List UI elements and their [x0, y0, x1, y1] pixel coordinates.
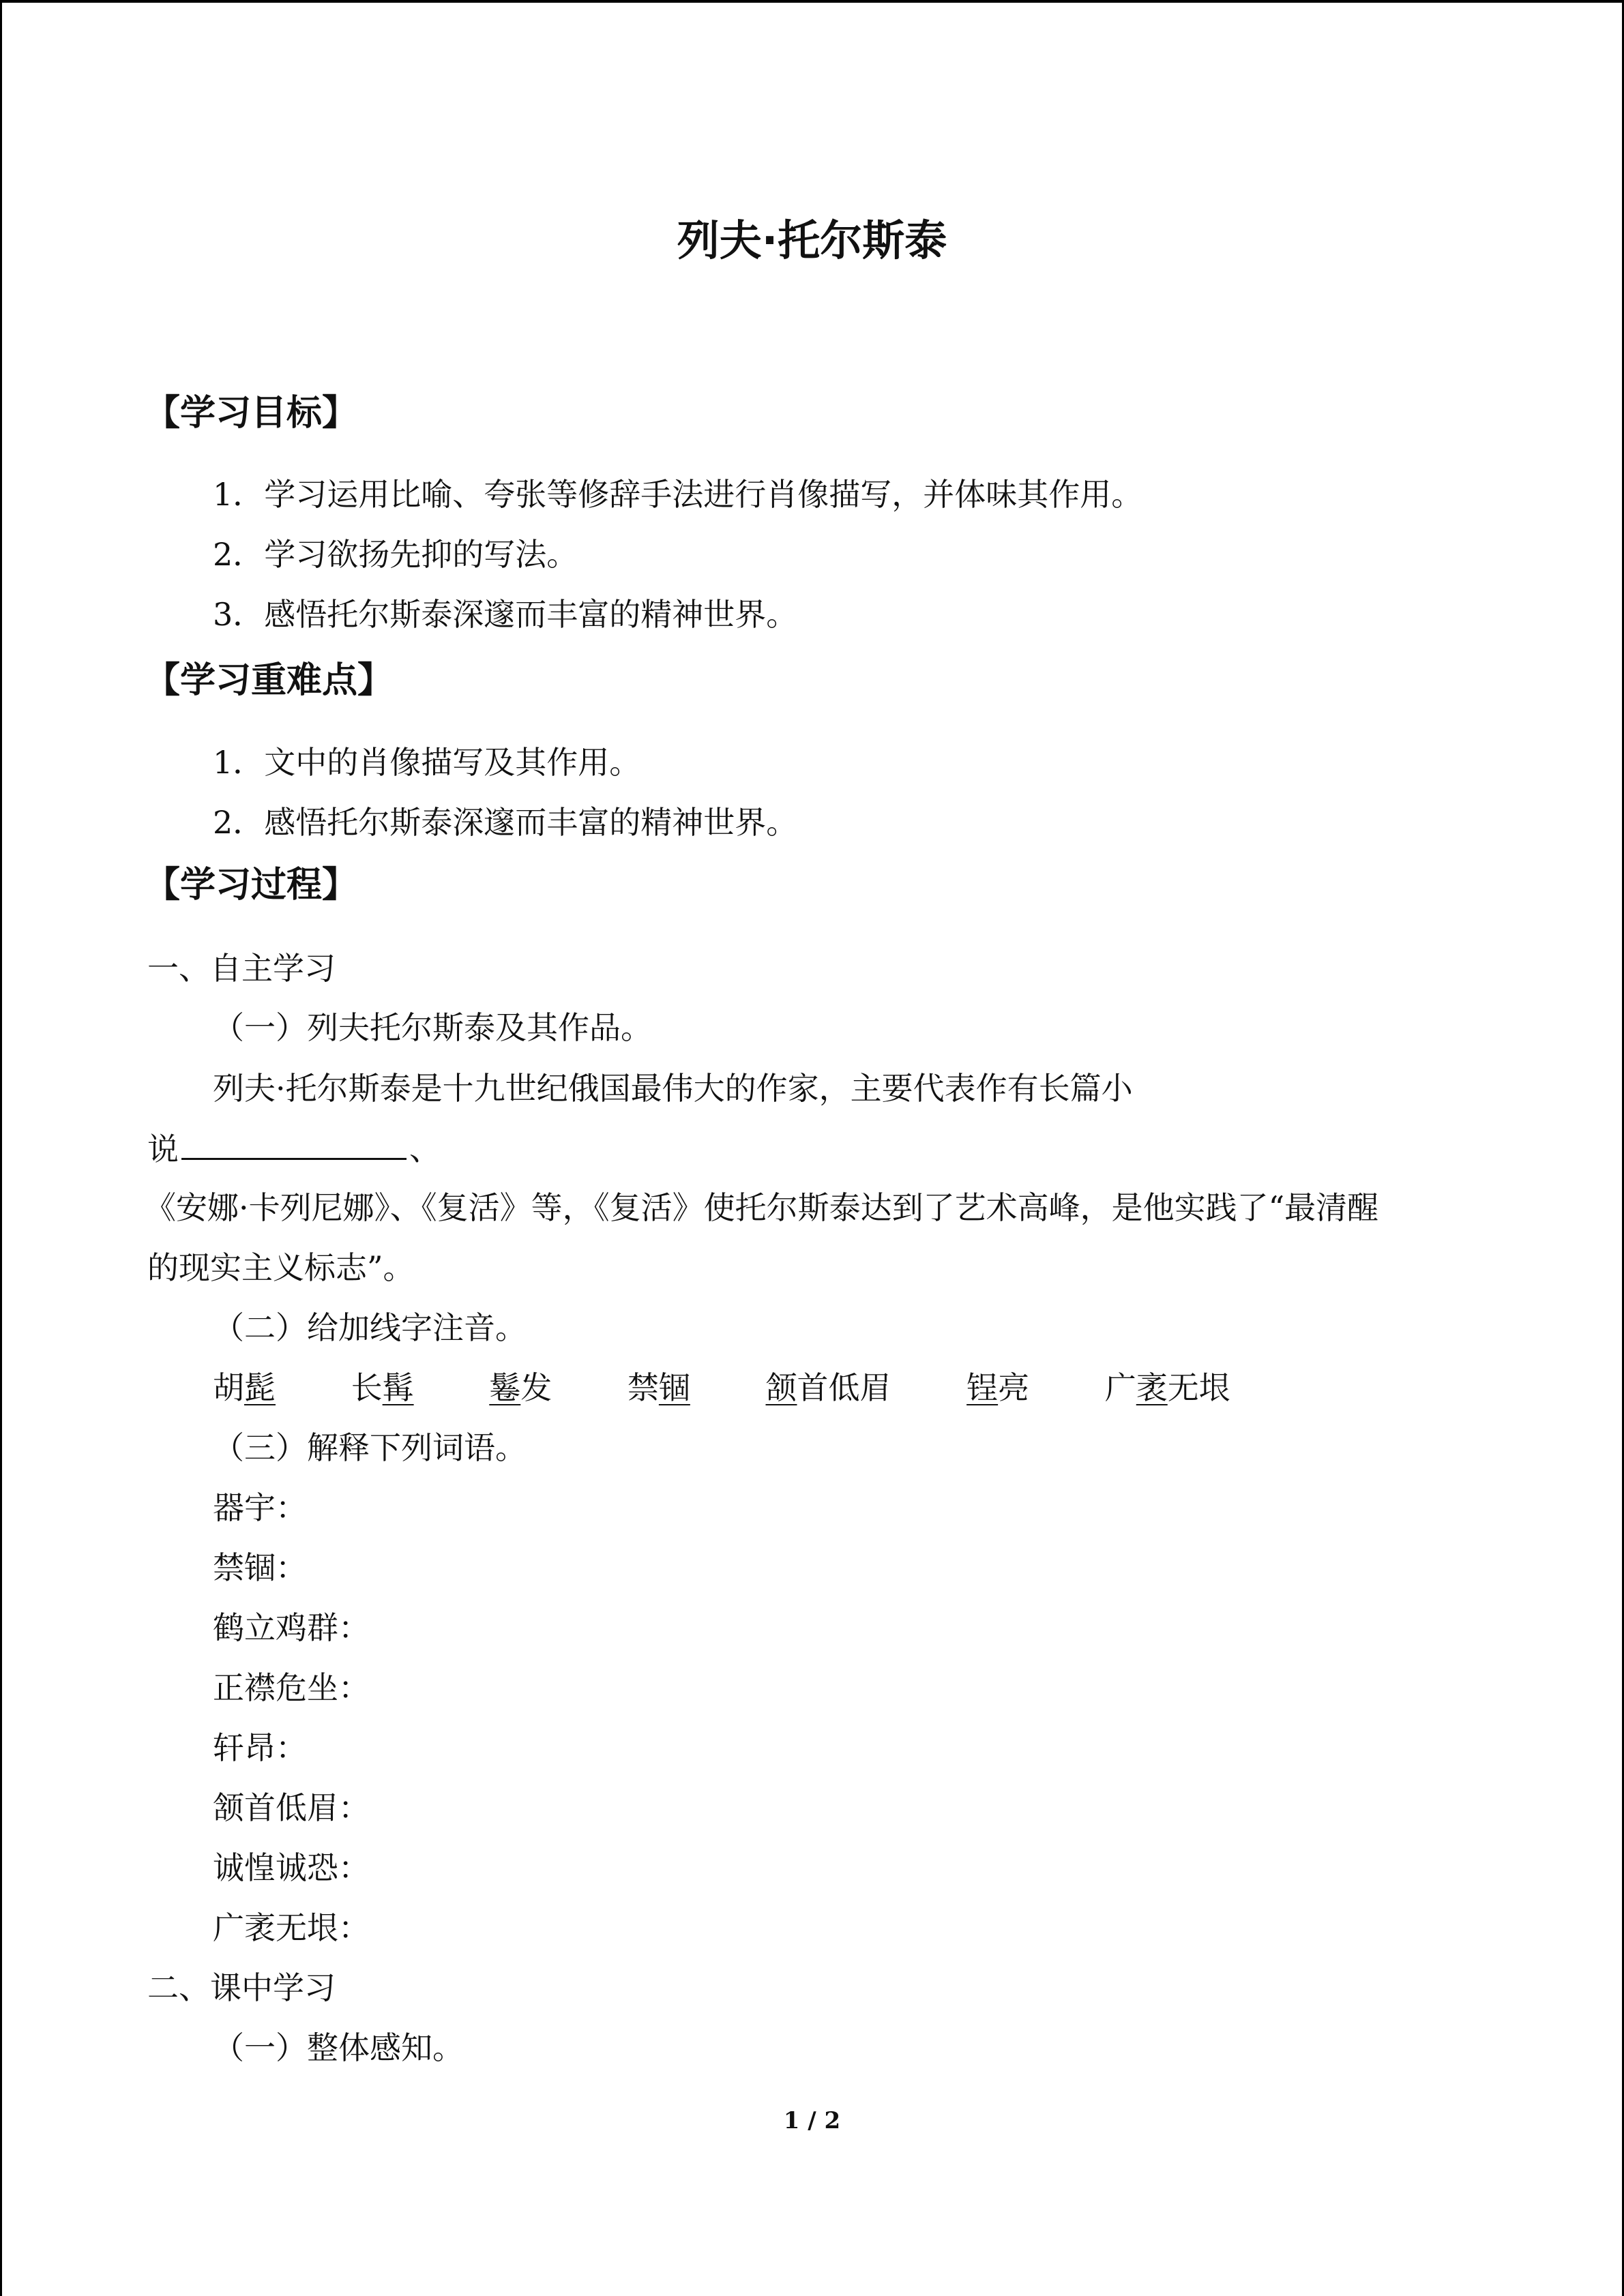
- pinyin-word: 长髯: [351, 1369, 414, 1406]
- page-border-left: [0, 0, 2, 2296]
- sub1-text-line: 的现实主义标志”。: [147, 1249, 415, 1286]
- pinyin-word: 鬈发: [489, 1369, 552, 1406]
- part2-sub1-title: （一）整体感知。: [213, 2029, 464, 2066]
- goal-item: 2．学习欲扬先抑的写法。: [213, 536, 578, 573]
- sub1-text-line: 《安娜·卡列尼娜》、《复活》等，《复活》使托尔斯泰达到了艺术高峰，是他实践了“最清醒: [145, 1189, 1379, 1226]
- sub1-fill-prefix: 说: [147, 1131, 179, 1167]
- difficulty-item: 1．文中的肖像描写及其作用。: [213, 744, 641, 781]
- answer-blank[interactable]: [181, 1128, 407, 1160]
- process-heading: 【学习过程】: [145, 865, 358, 906]
- sub2-title: （二）给加线字注音。: [213, 1309, 527, 1346]
- difficulties-heading: 【学习重难点】: [145, 660, 394, 701]
- term-item: 器宇：: [213, 1489, 307, 1526]
- pinyin-word: 胡髭: [213, 1369, 276, 1406]
- goal-item: 1．学习运用比喻、夸张等修辞手法进行肖像描写，并体味其作用。: [213, 476, 1143, 513]
- page-border-top: [0, 0, 1624, 3]
- sub1-title: （一）列夫托尔斯泰及其作品。: [213, 1009, 652, 1046]
- page-number: 1 / 2: [783, 2107, 841, 2134]
- term-item: 颔首低眉：: [213, 1789, 370, 1826]
- sub1-fill-line: [147, 1125, 441, 1173]
- term-item: 禁锢：: [213, 1549, 307, 1586]
- sub3-title: （三）解释下列词语。: [213, 1429, 527, 1466]
- sub1-fill-suffix: 、: [409, 1131, 441, 1167]
- pinyin-word: 广袤无垠: [1104, 1369, 1230, 1406]
- part2-title: 二、课中学习: [147, 1969, 336, 2006]
- term-item: 轩昂：: [213, 1729, 307, 1766]
- term-item: 正襟危坐：: [213, 1669, 370, 1706]
- term-item: 诚惶诚恐：: [213, 1849, 370, 1886]
- difficulty-item: 2．感悟托尔斯泰深邃而丰富的精神世界。: [213, 804, 798, 841]
- term-item: 鹤立鸡群：: [213, 1609, 370, 1646]
- sub1-text-line: 列夫·托尔斯泰是十九世纪俄国最伟大的作家，主要代表作有长篇小: [213, 1070, 1133, 1107]
- pinyin-row: [213, 1364, 1296, 1412]
- term-item: 广袤无垠：: [213, 1909, 370, 1946]
- pinyin-word: 颔首低眉: [765, 1369, 891, 1406]
- pinyin-word: 禁锢: [627, 1369, 690, 1406]
- part1-title: 一、自主学习: [147, 950, 336, 987]
- goals-heading: 【学习目标】: [145, 393, 358, 434]
- goal-item: 3．感悟托尔斯泰深邃而丰富的精神世界。: [213, 596, 798, 633]
- document-title: 列夫·托尔斯泰: [677, 215, 947, 265]
- pinyin-word: 锃亮: [966, 1369, 1030, 1406]
